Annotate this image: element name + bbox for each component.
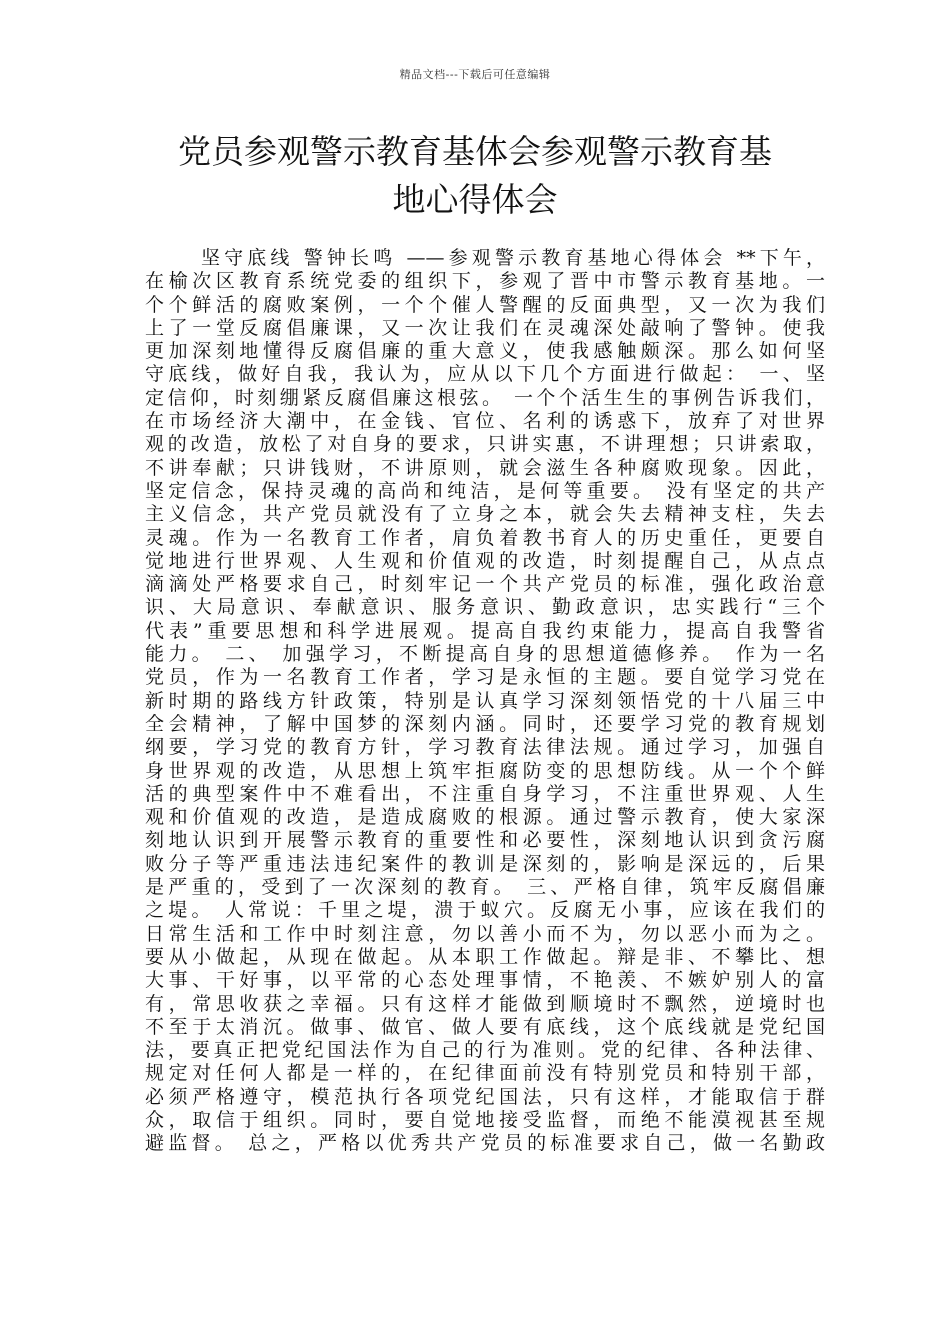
body-line: 识、大局意识、奉献意识、服务意识、勤政意识，忠实践行“三个 bbox=[145, 596, 825, 619]
body-line: 败分子等严重违法违纪案件的教训是深刻的，影响是深远的，后果 bbox=[145, 852, 825, 875]
body-line: 是严重的，受到了一次深刻的教育。 三、严格自律，筑牢反腐倡廉 bbox=[145, 876, 825, 899]
body-line: 坚守底线 警钟长鸣 ——参观警示教育基地心得体会 **下午， bbox=[201, 247, 825, 269]
body-line: 主义信念，共产党员就没有了立身之本，就会失去精神支柱，失去 bbox=[145, 503, 825, 526]
body-line: 纲要，学习党的教育方针，学习教育法律法规。通过学习，加强自 bbox=[145, 736, 825, 759]
body-line: 觉地进行世界观、人生观和价值观的改造，时刻提醒自己，从点点 bbox=[145, 549, 825, 572]
document-title bbox=[130, 128, 820, 224]
document-body bbox=[145, 247, 825, 1156]
body-line: 新时期的路线方针政策，特别是认真学习深刻领悟党的十八届三中 bbox=[145, 689, 825, 712]
body-line: 观的改造，放松了对自身的要求，只讲实惠，不讲理想；只讲索取， bbox=[145, 433, 825, 456]
body-line: 在市场经济大潮中，在金钱、官位、名利的诱惑下，放弃了对世界 bbox=[145, 410, 825, 433]
body-line: 身世界观的改造，从思想上筑牢拒腐防变的思想防线。从一个个鲜 bbox=[145, 759, 825, 782]
title-line-2: 地心得体会 bbox=[392, 180, 558, 219]
body-line: 活的典型案件中不难看出，不注重自身学习，不注重世界观、人生 bbox=[145, 782, 825, 805]
body-line: 灵魂。作为一名教育工作者，肩负着教书育人的历史重任，更要自 bbox=[145, 526, 825, 549]
body-line: 党员，作为一名教育工作者，学习是永恒的主题。要自觉学习党在 bbox=[145, 666, 825, 689]
body-line: 之堤。 人常说：千里之堤，溃于蚁穴。反腐无小事，应该在我们的 bbox=[145, 899, 825, 922]
body-line: 大事、干好事，以平常的心态处理事情，不艳羡、不嫉妒别人的富 bbox=[145, 969, 825, 992]
title-line-1: 党员参观警示教育基体会参观警示教育基 bbox=[178, 132, 772, 171]
body-line: 规定对任何人都是一样的，在纪律面前没有特别党员和特别干部， bbox=[145, 1062, 825, 1085]
body-line: 上了一堂反腐倡廉课，又一次让我们在灵魂深处敲响了警钟。使我 bbox=[145, 316, 825, 339]
body-line: 必须严格遵守，模范执行各项党纪国法，只有这样，才能取信于群 bbox=[145, 1085, 825, 1108]
body-line: 不至于太消沉。做事、做官、做人要有底线，这个底线就是党纪国 bbox=[145, 1015, 825, 1038]
body-line: 要从小做起，从现在做起。从本职工作做起。辩是非、不攀比、想 bbox=[145, 945, 825, 968]
body-line: 代表”重要思想和科学进展观。提高自我约束能力，提高自我警省 bbox=[145, 619, 825, 642]
body-line: 有，常思收获之幸福。只有这样才能做到顺境时不飘然，逆境时也 bbox=[145, 992, 825, 1015]
body-line: 定信仰，时刻绷紧反腐倡廉这根弦。 一个个活生生的事例告诉我们， bbox=[145, 386, 825, 409]
body-line: 守底线，做好自我，我认为，应从以下几个方面进行做起： 一、坚 bbox=[145, 363, 825, 386]
body-line: 不讲奉献；只讲钱财，不讲原则，就会滋生各种腐败现象。因此， bbox=[145, 456, 825, 479]
body-line: 法，要真正把党纪国法作为自己的行为准则。党的纪律、各种法律、 bbox=[145, 1039, 825, 1062]
body-line: 观和价值观的改造，是造成腐败的根源。通过警示教育，使大家深 bbox=[145, 806, 825, 829]
body-line: 在榆次区教育系统党委的组织下，参观了晋中市警示教育基地。一 bbox=[145, 270, 825, 293]
body-line: 日常生活和工作中时刻注意，勿以善小而不为，勿以恶小而为之。 bbox=[145, 922, 825, 945]
page-header: 精品文档---下载后可任意编辑 bbox=[399, 68, 551, 81]
body-line: 滴滴处严格要求自己，时刻牢记一个共产党员的标准，强化政治意 bbox=[145, 573, 825, 596]
body-line: 能力。 二、 加强学习，不断提高自身的思想道德修养。 作为一名 bbox=[145, 643, 825, 666]
body-line: 众，取信于组织。同时，要自觉地接受监督，而绝不能漠视甚至规 bbox=[145, 1108, 825, 1131]
body-line: 全会精神，了解中国梦的深刻内涵。同时，还要学习党的教育规划 bbox=[145, 712, 825, 735]
body-line: 避监督。 总之，严格以优秀共产党员的标准要求自己，做一名勤政 bbox=[145, 1132, 825, 1155]
body-line: 刻地认识到开展警示教育的重要性和必要性，深刻地认识到贪污腐 bbox=[145, 829, 825, 852]
body-line: 更加深刻地懂得反腐倡廉的重大意义，使我感触颇深。那么如何坚 bbox=[145, 340, 825, 363]
body-line: 坚定信念，保持灵魂的高尚和纯洁，是何等重要。 没有坚定的共产 bbox=[145, 479, 825, 502]
body-line: 个个鲜活的腐败案例，一个个催人警醒的反面典型，又一次为我们 bbox=[145, 293, 825, 316]
